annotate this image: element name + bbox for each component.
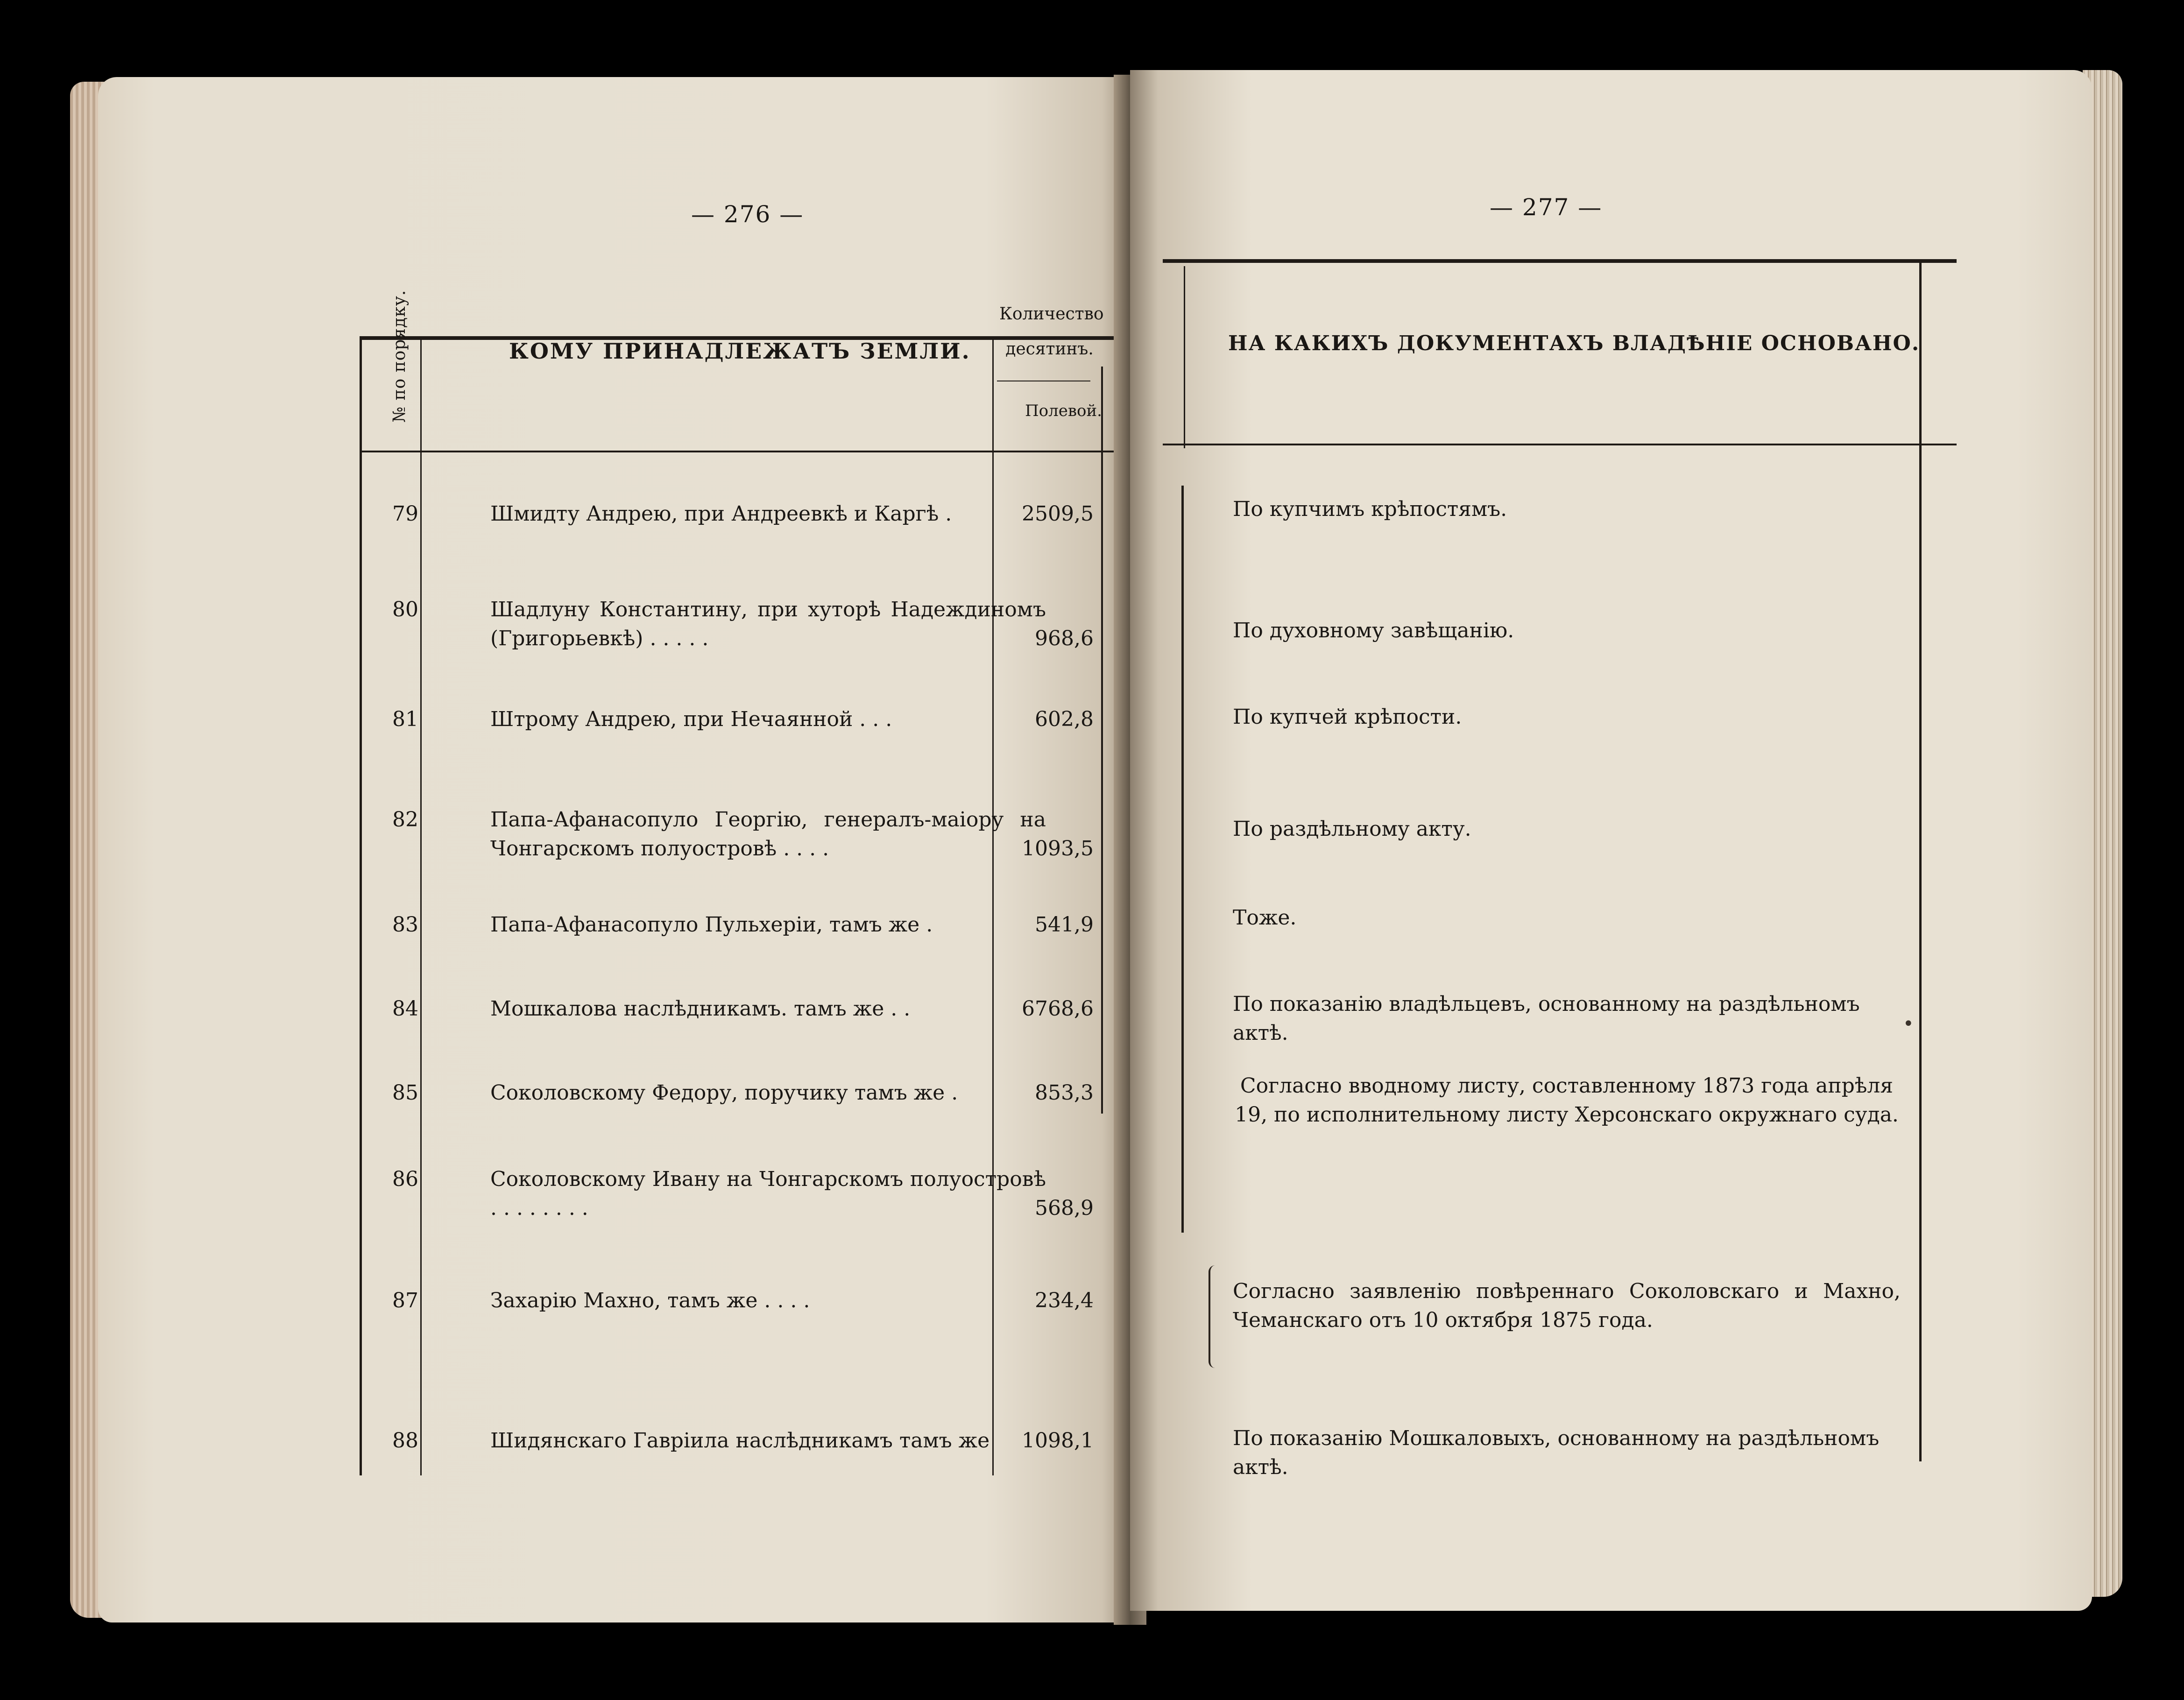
document-entry: Тоже. xyxy=(1233,906,1297,930)
table-right-border xyxy=(1919,261,1922,1461)
row-number: 84 xyxy=(392,997,418,1021)
table-left-border xyxy=(1181,486,1184,1233)
row-quantity: 2509,5 xyxy=(1022,502,1094,526)
page-number: — 277 — xyxy=(1490,194,1603,221)
row-quantity: 853,3 xyxy=(1035,1081,1094,1105)
document-entry: По показанію владѣльцевъ, основанному на раздѣльномъ актѣ. xyxy=(1233,992,1860,1045)
row-number: 80 xyxy=(392,598,418,621)
table-right-border xyxy=(1101,367,1103,1114)
document-entry: По купчимъ крѣпостямъ. xyxy=(1233,497,1507,521)
row-owner: Соколовскому Федору, поручику тамъ же . xyxy=(490,1081,958,1105)
header-bottom-rule xyxy=(360,451,1223,452)
row-quantity: 1093,5 xyxy=(1022,837,1094,861)
row-owner: Штрому Андрею, при Нечаянной . . . xyxy=(490,707,892,731)
row-number: 81 xyxy=(392,707,418,731)
row-number: 83 xyxy=(392,913,418,937)
document-entry: Согласно заявленію повѣреннаго Соколовскаго и Махно, Чеманскаго отъ 10 октября 1875 года. xyxy=(1233,1279,1901,1332)
table-left-border xyxy=(360,336,362,1475)
header-left-border xyxy=(1184,266,1185,448)
header-documents: НА КАКИХЪ ДОКУМЕНТАХЪ ВЛАДѢНІЕ ОСНОВАНО. xyxy=(1228,332,1920,355)
document-entry: По показанію Мошкаловыхъ, основанному на раздѣльномъ актѣ. xyxy=(1233,1426,1880,1479)
header-col-number: № по порядку. xyxy=(390,289,409,423)
header-owner: КОМУ ПРИНАДЛЕЖАТЪ ЗЕМЛИ. xyxy=(509,339,971,364)
row-owner: Шадлуну Константину, при хуторѣ Надеждиномъ (Григорьевкѣ) . . . . . xyxy=(490,598,1046,650)
col-divider-number xyxy=(420,339,422,1475)
right-page xyxy=(1130,70,2092,1611)
row-number: 85 xyxy=(392,1081,418,1105)
header-bottom-rule xyxy=(1163,444,1957,445)
table-top-rule xyxy=(1163,259,1957,263)
row-number: 88 xyxy=(392,1429,418,1453)
row-quantity: 541,9 xyxy=(1035,913,1094,937)
left-page xyxy=(98,77,1125,1622)
row-owner: Мошкалова наслѣдникамъ. тамъ же . . xyxy=(490,997,911,1021)
document-entry: По духовному завѣщанію. xyxy=(1233,619,1514,642)
row-owner: Папа-Афанасопуло Георгію, генералъ-маіору на Чонгарскомъ полуостровѣ . . . . xyxy=(490,808,1046,861)
row-quantity: 234,4 xyxy=(1035,1289,1094,1312)
row-number: 79 xyxy=(392,502,418,526)
header-quantity: Количество десятинъ. xyxy=(999,304,1104,359)
bracket-mark xyxy=(1209,1265,1215,1368)
document-entry: По купчей крѣпости. xyxy=(1233,705,1462,729)
row-quantity: 568,9 xyxy=(1035,1196,1094,1220)
row-owner: Соколовскому Ивану на Чонгарскомъ полуостровѣ . . . . . . . . xyxy=(490,1167,1046,1220)
row-quantity: 602,8 xyxy=(1035,707,1094,731)
page-number: — 276 — xyxy=(691,201,804,228)
row-number: 86 xyxy=(392,1167,418,1191)
row-quantity: 6768,6 xyxy=(1022,997,1094,1021)
row-quantity: 968,6 xyxy=(1035,627,1094,650)
row-owner: Захарію Махно, тамъ же . . . . xyxy=(490,1289,810,1312)
row-number: 82 xyxy=(392,808,418,832)
row-number: 87 xyxy=(392,1289,418,1312)
row-owner: Шмидту Андрею, при Андреевкѣ и Каргѣ . xyxy=(490,502,952,526)
row-owner: Шидянскаго Гавріила наслѣдникамъ тамъ же xyxy=(490,1429,990,1453)
document-entry: Согласно вводному листу, составленному 1873 года апрѣля 19, по исполнительному листу Херсонскаго окружнаго суда. xyxy=(1235,1074,1899,1127)
row-owner: Папа-Афанасопуло Пульхеріи, тамъ же . xyxy=(490,913,933,937)
document-entry: По раздѣльному акту. xyxy=(1233,817,1471,841)
header-quantity-sub: Полевой. xyxy=(1025,402,1102,420)
ink-dot: • xyxy=(1903,1013,1914,1035)
row-quantity: 1098,1 xyxy=(1022,1429,1094,1453)
